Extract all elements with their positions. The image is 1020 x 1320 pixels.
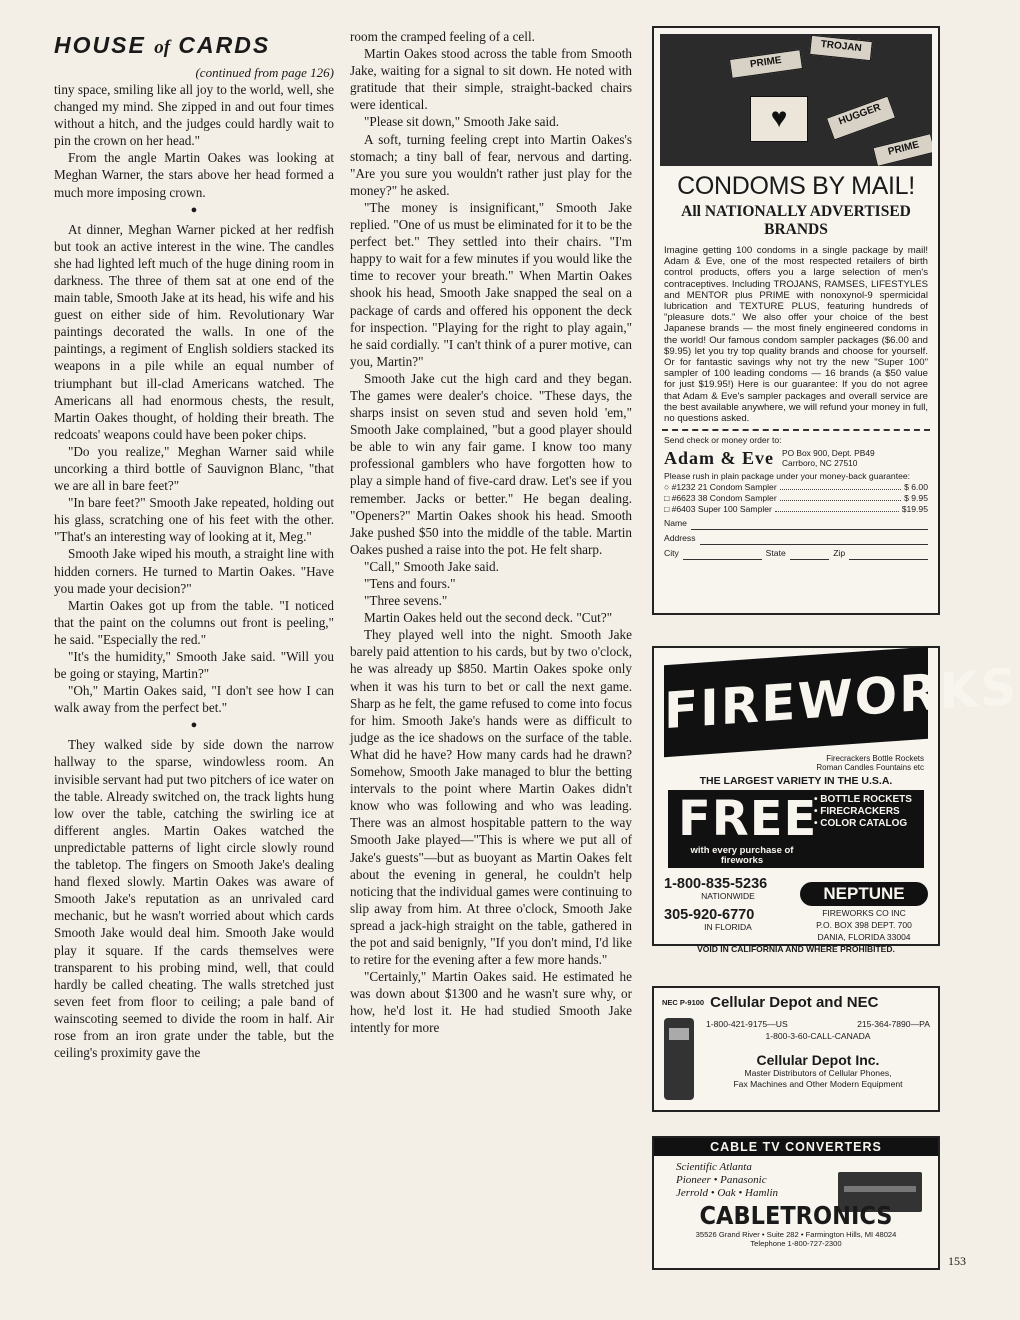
paragraph: "Certainly," Martin Oakes said. He estimated he was down about $1300 and he wasn't sure why, or how, he'd lost it. He had studied Smooth Jake intently for more <box>350 969 632 1036</box>
paragraph: A soft, turning feeling crept into Martin Oakes's stomach; a tiny ball of fear, nervous and darting. "Are you sure you wouldn't rather just play for the money?" he asked. <box>350 131 632 198</box>
largest-variety: THE LARGEST VARIETY IN THE U.S.A. <box>699 775 893 787</box>
address-line: PO Box 900, Dept. PB49 <box>782 448 875 459</box>
cellular-title: Cellular Depot and NEC <box>710 994 879 1011</box>
section-bullet: ● <box>190 719 198 732</box>
title-word-house: HOUSE <box>54 32 146 58</box>
rush-instruction: Please rush in plain package under your money-back guarantee: <box>664 471 911 482</box>
cellular-details <box>706 1018 930 1090</box>
condom-packages-photo <box>660 34 932 166</box>
package-label: PRIME <box>729 49 803 79</box>
product-option[interactable] <box>664 493 928 504</box>
cable-header: CABLE TV CONVERTERS <box>654 1138 938 1156</box>
free-item: • FIRECRACKERS <box>814 806 900 817</box>
phone-numbers <box>664 876 792 942</box>
product-price: $ 9.95 <box>904 493 928 504</box>
phone-nationwide[interactable]: 1-800-835-5236 <box>664 876 768 892</box>
company-desc: Fax Machines and Other Modern Equipment <box>733 1079 903 1089</box>
company-desc: Master Distributors of Cellular Phones, <box>744 1068 892 1078</box>
cabletronics-logo: CABLETRONICS <box>699 1201 893 1230</box>
heart-package-icon: ♥ <box>750 96 808 142</box>
adam-eve-logo: Adam & Eve <box>664 447 774 468</box>
free-offer-box <box>668 790 924 868</box>
cable-telephone[interactable]: Telephone 1-800-727-2300 <box>750 1239 842 1248</box>
field-label: City <box>664 548 679 559</box>
product-price: $ 6.00 <box>904 482 928 493</box>
paragraph: "Three sevens." <box>364 593 448 609</box>
paragraph: tiny space, smiling like all joy to the world, well, she changed my mind. She zipped in and out four times without a hitch, and the judges could hardly wait to pin the crown on her head." <box>54 82 334 149</box>
address-line: P.O. BOX 398 DEPT. 700 <box>816 920 912 930</box>
continued-note: (continued from page 126) <box>195 65 334 80</box>
pa-phone[interactable]: 215-364-7890—PA <box>857 1019 930 1029</box>
package-label: HUGGER <box>826 95 896 140</box>
us-phone[interactable]: 1-800-421-9175—US <box>706 1019 788 1029</box>
paragraph: "Please sit down," Smooth Jake said. <box>364 114 560 130</box>
article-column-1 <box>54 28 334 1061</box>
products-line: Firecrackers Bottle Rockets <box>826 754 924 763</box>
company-name: Cellular Depot Inc. <box>756 1052 880 1068</box>
cable-address: 35526 Grand River • Suite 282 • Farmington Hills, MI 48024 <box>695 1230 897 1239</box>
paragraph: Smooth Jake cut the high card and they began. The games were dealer's choice. "These days, the sharps insist on seven stud and seven hold 'em," Smooth Jake complained, "but a good player should be able to win any fair game. I know too many professional gamblers who have forgotten how to play a simple hand of five-card draw. Let's see if you remember. Jacks or better." He began dealing. "Openers?" Martin Oakes shook his head. Smooth Jake pushed $50 into the middle of the table. Martin Oakes pushed a raise into the pot. He felt sharp. <box>350 370 632 557</box>
product-price: $19.95 <box>901 504 928 515</box>
paragraph: room the cramped feeling of a cell. <box>350 29 535 44</box>
paragraph: Martin Oakes stood across the table from Smooth Jake, waiting for a signal to sit down. He noted with gratitude that their simple, straight-backed chairs were identical. <box>350 46 632 113</box>
free-item: • BOTTLE ROCKETS <box>814 794 912 805</box>
brand-line: Scientific Atlanta <box>676 1161 752 1173</box>
phone-label: IN FLORIDA <box>704 922 752 932</box>
with-purchase: with every purchase of fireworks <box>690 845 794 866</box>
paragraph: "It's the humidity," Smooth Jake said. "Will you be going or staying, Martin?" <box>54 649 334 682</box>
order-coupon <box>654 435 938 560</box>
paragraph: "Tens and fours." <box>364 576 456 591</box>
field-label: State <box>765 548 786 559</box>
article-column-2 <box>350 28 632 1037</box>
coupon-cut-line <box>662 429 930 431</box>
brand-line: Jerrold • Oak • Hamlin <box>676 1187 779 1199</box>
address-line: DANIA, FLORIDA 33004 <box>817 932 911 942</box>
paragraph: "The money is insignificant," Smooth Jake replied. "One of us must be eliminated for it to be the perfect bet." They settled into their chairs. "I'm happy to wait for a few minutes if you would like the time to recover your breath." When Martin Oakes shook his head, Smooth Jake snapped the seal on a package of cards and offered his opponent the deck for inspection. "Playing for the right to play again," he said cordially. "I can't think of a purer motive, can you, Martin?" <box>350 199 632 369</box>
fireworks-contact <box>654 868 938 942</box>
cellular-header <box>654 988 938 1011</box>
section-bullet: ● <box>190 203 198 216</box>
cellular-depot-ad <box>652 986 940 1112</box>
field-label: Name <box>664 518 687 529</box>
address-field[interactable] <box>664 531 928 545</box>
free-label: FREE <box>678 791 818 847</box>
field-label: Address <box>664 533 696 544</box>
cabletronics-ad <box>652 1136 940 1270</box>
article-title <box>54 32 334 61</box>
paragraph: They walked side by side down the narrow hallway to the sparse, windowless room. An invisible servant had put two pitchers of ice water on the table. Already switched on, the track lights hung low over the table, catching the swirling ice at different angles. Martin Oakes watched the unpredictable patterns of light circle slowly round the tabletop. The fingers on Smooth Jake's dealing hand flexed slowly. Martin Oakes was aware of Smooth Jake's reputation as an unrivaled card mechanic, but he wasn't worried about which cards Smooth Jake would deal him. Smooth Jake would play it square. If the cards themselves were transparent to his probing mind, well, that could hardly be called cheating. The walls stretched just seven feet from floor to ceiling; a pale band of wainscoting seemed to divide the room in half. Air rose from an iron grate under the table, but the ceiling's proximity gave the <box>54 737 334 1061</box>
ad-headline: CONDOMS BY MAIL! <box>677 172 915 200</box>
title-word-of: of <box>154 37 171 58</box>
paragraph: "Call," Smooth Jake said. <box>364 558 499 574</box>
canada-phone[interactable]: 1-800-3-60-CALL-CANADA <box>765 1031 871 1041</box>
paragraph: "In bare feet?" Smooth Jake repeated, holding out his glass, scratching one of his feet with the other. "That's an interesting way of looking at it, Meg." <box>54 495 334 545</box>
field-label: Zip <box>833 548 846 559</box>
products-line: Roman Candles Fountains etc <box>816 763 924 772</box>
adam-eve-row <box>664 448 928 468</box>
address-line: Carrboro, NC 27510 <box>782 458 858 469</box>
page-number: 153 <box>948 1254 966 1268</box>
city-state-zip-field[interactable] <box>664 546 928 560</box>
paragraph: "Do you realize," Meghan Warner said while uncorking a third bottle of Sauvignon Blanc, "that we are all in bare feet?" <box>54 443 334 494</box>
neptune-logo: NEPTUNE <box>800 882 928 906</box>
send-instruction: Send check or money order to: <box>664 435 782 446</box>
package-label: TROJAN <box>809 35 873 61</box>
free-items <box>814 794 912 830</box>
neptune-block <box>792 876 928 942</box>
paragraph: Martin Oakes got up from the table. "I noticed that the paint on the columns out front is peeling," he said. "Especially the red." <box>54 597 334 647</box>
product-name: ○ #1232 21 Condom Sampler <box>664 482 777 493</box>
phone-florida[interactable]: 305-920-6770 <box>664 907 755 923</box>
paragraph: Smooth Jake wiped his mouth, a straight line with hidden corners. He turned to Martin Oakes. "Have you made your decision?" <box>54 546 334 596</box>
product-name: □ #6403 Super 100 Sampler <box>664 504 772 515</box>
ad-subheadline: All NATIONALLY ADVERTISED BRANDS <box>681 203 911 238</box>
phone-label: NATIONWIDE <box>701 891 755 901</box>
paragraph: At dinner, Meghan Warner picked at her redfish but took an active interest in the wine. The candles she had lighted left much of the huge dining room in darkness. The three of them sat at one end of the main table, Smooth Jake at its head, his wife and his guest on either side of him. Revolutionary War paintings decorated the walls. In one of the paintings, a regiment of English soldiers stacked its weapons in a pile while an equal number of triumphant but ill-clad Americans watched. The Americans all had enormous chests, the result, Martin Oakes thought, of holding their breath. The redcoats' weapons could have been poker chips. <box>54 221 334 442</box>
fireworks-ad <box>652 646 1019 954</box>
condoms-by-mail-ad <box>652 26 940 615</box>
mailing-address <box>782 448 875 468</box>
paragraph: From the angle Martin Oakes was looking at Meghan Warner, the stars above her head formed a much more imposing crown. <box>54 150 334 200</box>
phone-model: NEC P-9100 <box>662 998 705 1007</box>
free-item: • COLOR CATALOG <box>814 818 908 829</box>
fireworks-products <box>654 754 938 772</box>
product-name: □ #6623 38 Condom Sampler <box>664 493 777 504</box>
product-option[interactable] <box>664 482 928 493</box>
brand-subtitle: FIREWORKS CO INC <box>822 908 906 918</box>
product-option[interactable] <box>664 504 928 515</box>
brand-line: Pioneer • Panasonic <box>676 1174 767 1186</box>
void-notice: VOID IN CALIFORNIA AND WHERE PROHIBITED. <box>697 944 895 954</box>
fireworks-banner: FIREWORKS <box>664 647 928 757</box>
paragraph: Martin Oakes held out the second deck. "Cut?" <box>364 610 613 626</box>
title-word-cards: CARDS <box>178 32 271 58</box>
paragraph: They played well into the night. Smooth Jake barely paid attention to his cards, but by two o'clock, he was already up $850. Martin Oakes spoke only when it was his turn to bet or call the next game. Sharp as he felt, the game refused to come into focus for him. Smooth Jake's hands were as difficult to judge as the ice shadows on the surface of the table. What did he have? How many cards had he drawn? Somehow, Smooth Jake managed to blur the betting intervals to the point where Martin Oakes didn't know who was following and who was leading. There was an almost hospitable pattern to the way Smooth Jake played—"This is where we put all of Jake's guests"—but as buoyant as Martin Oakes felt about the evening in general, he couldn't help noticing that the individual games were continuing to slip away from him. At three o'clock, Smooth Jake spread a jack-high straight on the table, gathered in the pot and said benignly, "If you don't mind, I'd like to retire for the evening after a few more hands." <box>350 627 632 968</box>
name-field[interactable] <box>664 516 928 530</box>
cellular-phone-icon <box>664 1018 694 1100</box>
package-label: PRIME <box>872 133 932 166</box>
paragraph: "Oh," Martin Oakes said, "I don't see how I can walk away from the perfect bet." <box>54 683 334 716</box>
ad-body: Imagine getting 100 condoms in a single package by mail! Adam & Eve, one of the most respected retailers of birth control products, offers you a large selection of men's contraceptives. Including TROJANS, RAMSES, LIFESTYLES and MENTOR plus PRIME with nonoxynol-9 spermicidal lubrication and TEXTURE PLUS, featuring hundreds of "pleasure dots." We also offer your choice of the best Japanese brands — the most finely engineered condoms in the world! Our famous condom sampler packages ($6.00 and $9.95) let you try top quality brands and choose for yourself. Or for fantastic savings why not try the new "Super 100" sampler of 100 leading condoms — 16 brands (a $50 value for just $19.95!) Here is our guarantee: If you do not agree that Adam & Eve's sampler packages and overall service are the best available anywhere, we will refund your money in full, no questions asked. <box>664 245 928 425</box>
